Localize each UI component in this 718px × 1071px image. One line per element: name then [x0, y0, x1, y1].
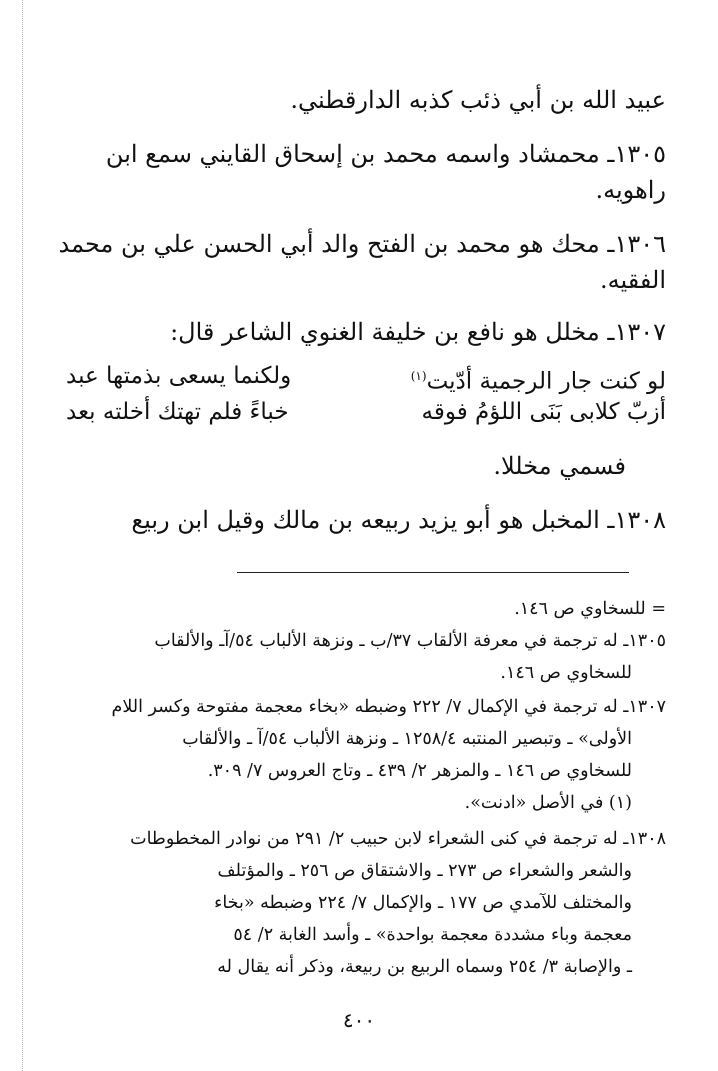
- entry-1305-line: ١٣٠٥ـ محمشاد واسمه محمد بن إسحاق القايني سمع ابن: [105, 140, 666, 168]
- footnote-line: والشعر والشعراء ص ٢٧٣ ـ والاشتقاق ص ٢٥٦ ـ والمؤتلف: [217, 861, 632, 881]
- verse-2-right-hemistich: أزبّ كلابى بَنَى اللؤمُ فوقه: [421, 399, 666, 425]
- footnote-marker: (١): [410, 369, 427, 383]
- footnote-line: والمختلف للآمدي ص ١٧٧ ـ والإكمال ٧/ ٢٢٤ وضبطه «بخاء: [214, 893, 632, 913]
- footnote-line: معجمة وباء مشددة معجمة بواحدة» ـ وأسد الغابة ٢/ ٥٤: [233, 925, 632, 945]
- scan-edge-dots: [22, 0, 23, 1071]
- verse-1-right-hemistich: [411, 360, 666, 398]
- entry-1307-line: فسمي مخللا.: [493, 452, 626, 480]
- entry-1307-line: ١٣٠٧ـ مخلل هو نافع بن خليفة الغنوي الشاعر قال:: [170, 318, 666, 346]
- footnote-line: ١٣٠٨ـ له ترجمة في كنى الشعراء لابن حبيب ٢/ ٢٩١ من نوادر المخطوطات: [130, 829, 666, 849]
- entry-1306-line: الفقيه.: [600, 266, 666, 294]
- verse-text: لو كنت جار الرجمية أدّيت: [426, 368, 666, 395]
- verse-1-left-hemistich: ولكنما يسعى بذمتها عبد: [66, 363, 292, 389]
- footnote-line: الأولى» ـ وتبصير المنتبه ١٢٥٨/٤ ـ ونزهة الألباب ٥٤/آ ـ والألقاب: [182, 729, 632, 749]
- footnote-line: للسخاوي ص ١٤٦.: [500, 663, 632, 683]
- footnote-line: = للسخاوي ص ١٤٦.: [514, 599, 666, 619]
- footnote-line: (١) في الأصل «ادنت».: [464, 793, 632, 813]
- footnote-separator: [237, 572, 629, 573]
- footnote-line: ـ والإصابة ٣/ ٢٥٤ وسماه الربيع بن ربيعة، وذكر أنه يقال له: [217, 957, 632, 977]
- text-line: عبيد الله بن أبي ذئب كذبه الدارقطني.: [290, 86, 666, 114]
- page-number: ٤٠٠: [342, 1008, 376, 1032]
- footnote-line: ١٣٠٧ـ له ترجمة في الإكمال ٧/ ٢٢٢ وضبطه «بخاء معجمة مفتوحة وكسر اللام: [111, 697, 666, 717]
- entry-1306-line: ١٣٠٦ـ محك هو محمد بن الفتح والد أبي الحسن علي بن محمد: [58, 230, 666, 258]
- entry-1308-line: ١٣٠٨ـ المخبل هو أبو يزيد ربيعه بن مالك وقيل ابن ربيع: [131, 506, 666, 534]
- footnote-line: للسخاوي ص ١٤٦ ـ والمزهر ٢/ ٤٣٩ ـ وتاج العروس ٧/ ٣٠٩.: [207, 761, 632, 781]
- entry-1305-line: راهويه.: [595, 176, 666, 204]
- verse-2-left-hemistich: خباءً فلم تهتك أخلته بعد: [66, 399, 289, 425]
- footnote-line: ١٣٠٥ـ له ترجمة في معرفة الألقاب ٣٧/ب ـ ونزهة الألباب ٥٤/آـ والألقاب: [154, 631, 666, 651]
